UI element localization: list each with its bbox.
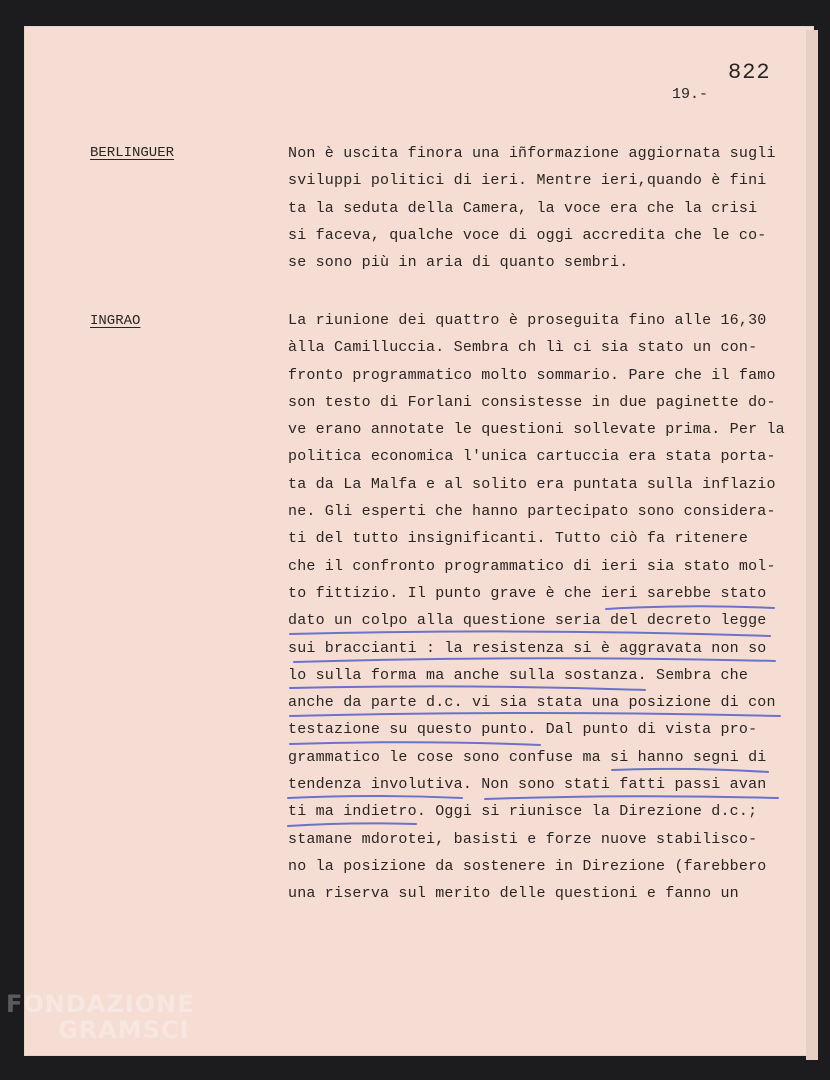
text-line: stamane mdorotei, basisti e forze nuove stabilisco- — [288, 830, 758, 848]
text-line: ti ma indietro. Oggi si riunisce la Direzione d.c.; — [288, 803, 758, 821]
speaker-berlinguer: BERLINGUER — [90, 145, 175, 161]
watermark-line2: GRAMSCI — [58, 1016, 190, 1044]
text-line: son testo di Forlani consistesse in due paginette do- — [288, 393, 776, 411]
text-line: àlla Camilluccia. Sembra ch lì ci sia stato un con- — [288, 339, 758, 357]
text-line: dato un colpo alla questione seria del decreto legge — [288, 612, 767, 630]
text-line: ta da La Malfa e al solito era puntata sulla inflazio — [288, 475, 776, 493]
speech-berlinguer — [288, 140, 788, 276]
archive-number: 822 — [728, 60, 771, 85]
speech-ingrao — [288, 307, 788, 908]
text-line: ne. Gli esperti che hanno partecipato sono considera- — [288, 503, 776, 521]
text-line: si faceva, qualche voce di oggi accredita che le co- — [288, 226, 767, 244]
text-line: no la posizione da sostenere in Direzione (farebbero — [288, 857, 767, 875]
text-line: che il confronto programmatico di ieri sia stato mol- — [288, 557, 776, 575]
text-line: sui braccianti : la resistenza si è aggravata non so — [288, 639, 767, 657]
text-line: ve erano annotate le questioni sollevate prima. Per la — [288, 421, 785, 439]
text-line: sviluppi politici di ieri. Mentre ieri,quando è fini — [288, 172, 767, 190]
page-number: 19.- — [672, 86, 709, 103]
text-line: to fittizio. Il punto grave è che ieri sarebbe stato — [288, 584, 767, 602]
bleed-through-text — [84, 162, 240, 177]
text-line: politica economica l'unica cartuccia era stata porta- — [288, 448, 776, 466]
text-line: anche da parte d.c. vi sia stata una posizione di con — [288, 694, 776, 712]
text-line: La riunione dei quattro è proseguita fino alle 16,30 — [288, 312, 767, 329]
text-line: ta la seduta della Camera, la voce era che la crisi — [288, 199, 758, 217]
text-line: lo sulla forma ma anche sulla sostanza. Sembra che — [288, 666, 749, 684]
fondazione-gramsci-watermark — [6, 990, 195, 1044]
speaker-ingrao: INGRAO — [90, 313, 141, 329]
text-line: tendenza involutiva. Non sono stati fatti passi avan — [288, 776, 767, 794]
text-line: testazione su questo punto. Dal punto di vista pro- — [288, 721, 758, 739]
text-line: Non è uscita finora una iñformazione aggiornata sugli — [288, 145, 776, 162]
text-line: grammatico le cose sono confuse ma si hanno segni di — [288, 748, 767, 766]
text-line: ti del tutto insignificanti. Tutto ciò fa ritenere — [288, 530, 749, 548]
text-line: se sono più in aria di quanto sembri. — [288, 254, 629, 272]
watermark-line1: FONDAZIONE — [6, 990, 195, 1018]
text-line: una riserva sul merito delle questioni e fanno un — [288, 885, 739, 903]
text-line: fronto programmatico molto sommario. Pare che il famo — [288, 366, 776, 384]
page-edge — [806, 30, 818, 1060]
